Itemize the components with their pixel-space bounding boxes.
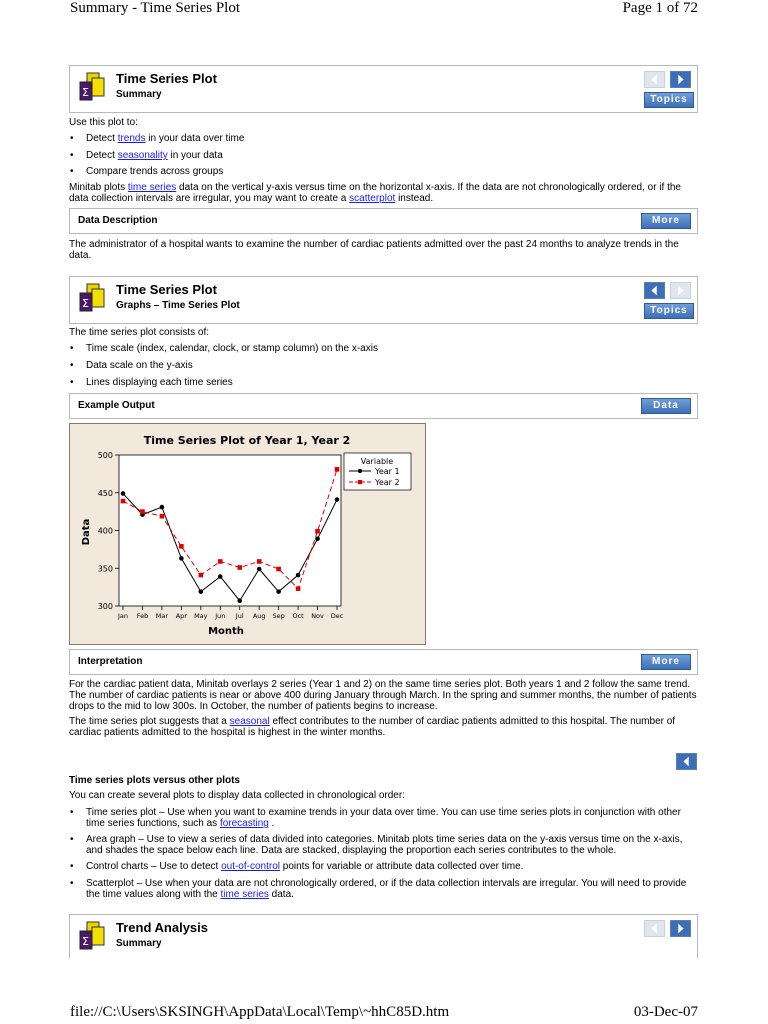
topics-button[interactable]: Topics (644, 92, 694, 108)
forecasting-link[interactable]: forecasting (219, 818, 269, 829)
list-item: • Control charts – Use to detect out-of-control points for variable or attribute data collected over time. (69, 861, 699, 872)
section-title: Time Series Plot (116, 282, 217, 297)
previous-page-button[interactable] (644, 920, 665, 937)
list-item: • Detect trends in your data over time (69, 133, 699, 144)
section-header-trend-analysis (69, 914, 698, 958)
bar-label: Interpretation (78, 656, 143, 667)
data-point (257, 559, 262, 564)
x-tick-label: Sep (272, 612, 285, 620)
data-point (335, 467, 340, 472)
list-item: • Scatterplot – Use when your data are not chronologically ordered, or if the data collection intervals are irregular. You will need to provide the time values along with the time series data. (69, 878, 699, 900)
page-number: Page 1 of 72 (622, 0, 698, 16)
list-item: • Detect seasonality in your data (69, 150, 699, 161)
subsection-intro: You can create several plots to display data collected in chronological order: (69, 790, 405, 801)
legend-marker (358, 480, 362, 484)
data-point (121, 499, 126, 504)
minitab-help-icon (78, 921, 106, 951)
document-title: Summary - Time Series Plot (70, 0, 241, 16)
y-tick-label: 300 (97, 602, 113, 611)
more-button[interactable]: More (641, 213, 691, 229)
data-point (276, 589, 281, 594)
list-item: • Data scale on the y-axis (69, 360, 699, 371)
list-item: • Compare trends across groups (69, 166, 699, 177)
arrow-left-icon (645, 283, 664, 298)
x-tick-label: Jun (215, 612, 226, 620)
arrow-right-icon (671, 72, 690, 87)
x-tick-label: Jul (235, 612, 244, 620)
time-series-chart (70, 424, 425, 644)
print-date: 03-Dec-07 (633, 1004, 698, 1020)
data-description-bar (69, 208, 698, 234)
data-point (218, 559, 223, 564)
seasonal-link[interactable]: seasonal (229, 716, 270, 727)
y-tick-label: 350 (97, 564, 113, 574)
section-subtitle: Graphs – Time Series Plot (116, 300, 240, 311)
arrow-left-icon (645, 921, 664, 936)
list-item: • Time scale (index, calendar, clock, or stamp column) on the x-axis (69, 343, 699, 354)
list-item: • Time series plot – Use when you want to examine trends in your data over time. You can use time series plots in conjunction with other time series functions, such as forecasting . (69, 807, 699, 829)
y-tick-label: 500 (97, 451, 113, 460)
minitab-help-icon (78, 72, 106, 102)
data-point (296, 573, 301, 578)
x-axis-label: Month (208, 626, 244, 637)
x-tick-label: Apr (175, 612, 187, 620)
seasonality-link[interactable]: seasonality (117, 150, 168, 161)
previous-page-button[interactable] (644, 71, 665, 88)
chart-container (69, 423, 426, 645)
x-tick-label: Mar (155, 612, 169, 620)
y-tick-label: 400 (97, 526, 113, 536)
page-header (70, 0, 698, 20)
data-button[interactable]: Data (641, 398, 691, 414)
arrow-right-icon (671, 283, 690, 298)
arrow-left-icon (677, 754, 696, 769)
x-tick-label: Oct (292, 612, 304, 620)
file-path: file://C:\Users\SKSINGH\AppData\Local\Temp\~hhC85D.htm (70, 1004, 450, 1020)
legend-title: Variable (360, 457, 394, 466)
x-tick-label: Dec (330, 612, 344, 620)
legend-label: Year 1 (375, 467, 400, 476)
data-point (335, 497, 340, 502)
arrow-right-icon (671, 921, 690, 936)
section-header-graphs (69, 276, 698, 324)
data-point (179, 556, 184, 561)
legend-marker (358, 469, 362, 473)
back-button[interactable] (676, 753, 697, 770)
data-point (121, 491, 126, 496)
example-output-bar (69, 393, 698, 419)
data-point (257, 567, 262, 572)
section-subtitle: Summary (116, 938, 162, 949)
x-tick-label: May (194, 612, 208, 620)
y-axis-label: Data (81, 518, 92, 546)
svg-text:Σ: Σ (82, 86, 89, 99)
data-point (179, 544, 184, 549)
more-button[interactable]: More (641, 654, 691, 670)
y-tick-label: 450 (97, 488, 113, 498)
description-paragraph: Minitab plots time series data on the vertical y-axis versus time on the horizontal x-axis. If the data are not chronologically ordered, or if the data collection intervals are irregular, you may want to create a scatterplot instead. (69, 182, 681, 204)
previous-page-button[interactable] (644, 282, 665, 299)
data-point (237, 598, 242, 603)
scatterplot-link[interactable]: scatterplot (349, 193, 396, 204)
list-item: • Area graph – Use to view a series of data divided into categories. Minitab plots time series data on the y-axis versus time on the x-axis, and shades the space below each line. Data are stacked, displaying the proportion each series contributes to the whole. (69, 834, 699, 856)
subsection-heading: Time series plots versus other plots (69, 775, 240, 786)
time-series-link[interactable]: time series (220, 889, 269, 900)
section-subtitle: Summary (116, 89, 162, 100)
out-of-control-link[interactable]: out-of-control (221, 861, 280, 872)
topics-button[interactable]: Topics (644, 303, 694, 319)
data-point (140, 509, 145, 514)
arrow-left-icon (645, 72, 664, 87)
bar-label: Data Description (78, 215, 158, 226)
bar-label: Example Output (78, 400, 155, 411)
x-tick-label: Feb (136, 612, 149, 620)
trends-link[interactable]: trends (117, 133, 146, 144)
data-description-text: The administrator of a hospital wants to examine the number of cardiac patients admitted over the past 24 months to analyze trends in the data. (69, 239, 679, 261)
section-title: Trend Analysis (116, 920, 208, 935)
data-point (160, 514, 165, 519)
data-point (237, 565, 242, 570)
section-title: Time Series Plot (116, 71, 217, 86)
data-point (296, 586, 301, 591)
list-item: • Lines displaying each time series (69, 377, 699, 388)
data-point (160, 505, 165, 510)
intro-text: The time series plot consists of: (69, 327, 210, 338)
legend-label: Year 2 (375, 478, 400, 487)
x-tick-label: Nov (311, 612, 324, 620)
next-page-button[interactable] (670, 920, 691, 937)
section-header-time-series-summary (69, 65, 698, 113)
next-page-button[interactable] (670, 282, 691, 299)
next-page-button[interactable] (670, 71, 691, 88)
data-point (199, 573, 204, 578)
data-point (315, 529, 320, 534)
interpretation-paragraph: For the cardiac patient data, Minitab overlays 2 series (Year 1 and 2) on the same time series plot. Both years 1 and 2 follow the same trend. The number of cardiac patients is near or above 400 during January through March. In the spring and summer months, the number of patients drops to the mid to low 300s. In October, the number of patients begins to increase. (69, 679, 697, 712)
intro-text: Use this plot to: (69, 117, 138, 128)
svg-text:Σ: Σ (82, 935, 89, 948)
data-point (276, 567, 281, 572)
chart-title: Time Series Plot of Year 1, Year 2 (143, 434, 351, 447)
data-point (218, 574, 223, 579)
data-point (199, 589, 204, 594)
minitab-help-icon (78, 283, 106, 313)
x-tick-label: Aug (252, 612, 266, 620)
plot-area (119, 455, 341, 606)
svg-text:Σ: Σ (82, 297, 89, 310)
interpretation-bar (69, 649, 698, 675)
time-series-link[interactable]: time series (127, 182, 177, 193)
x-tick-label: Jan (117, 612, 129, 620)
interpretation-paragraph: The time series plot suggests that a seasonal effect contributes to the number of cardiac patients admitted to this hospital. The number of cardiac patients admitted to the hospital is highest in the winter months. (69, 716, 676, 738)
